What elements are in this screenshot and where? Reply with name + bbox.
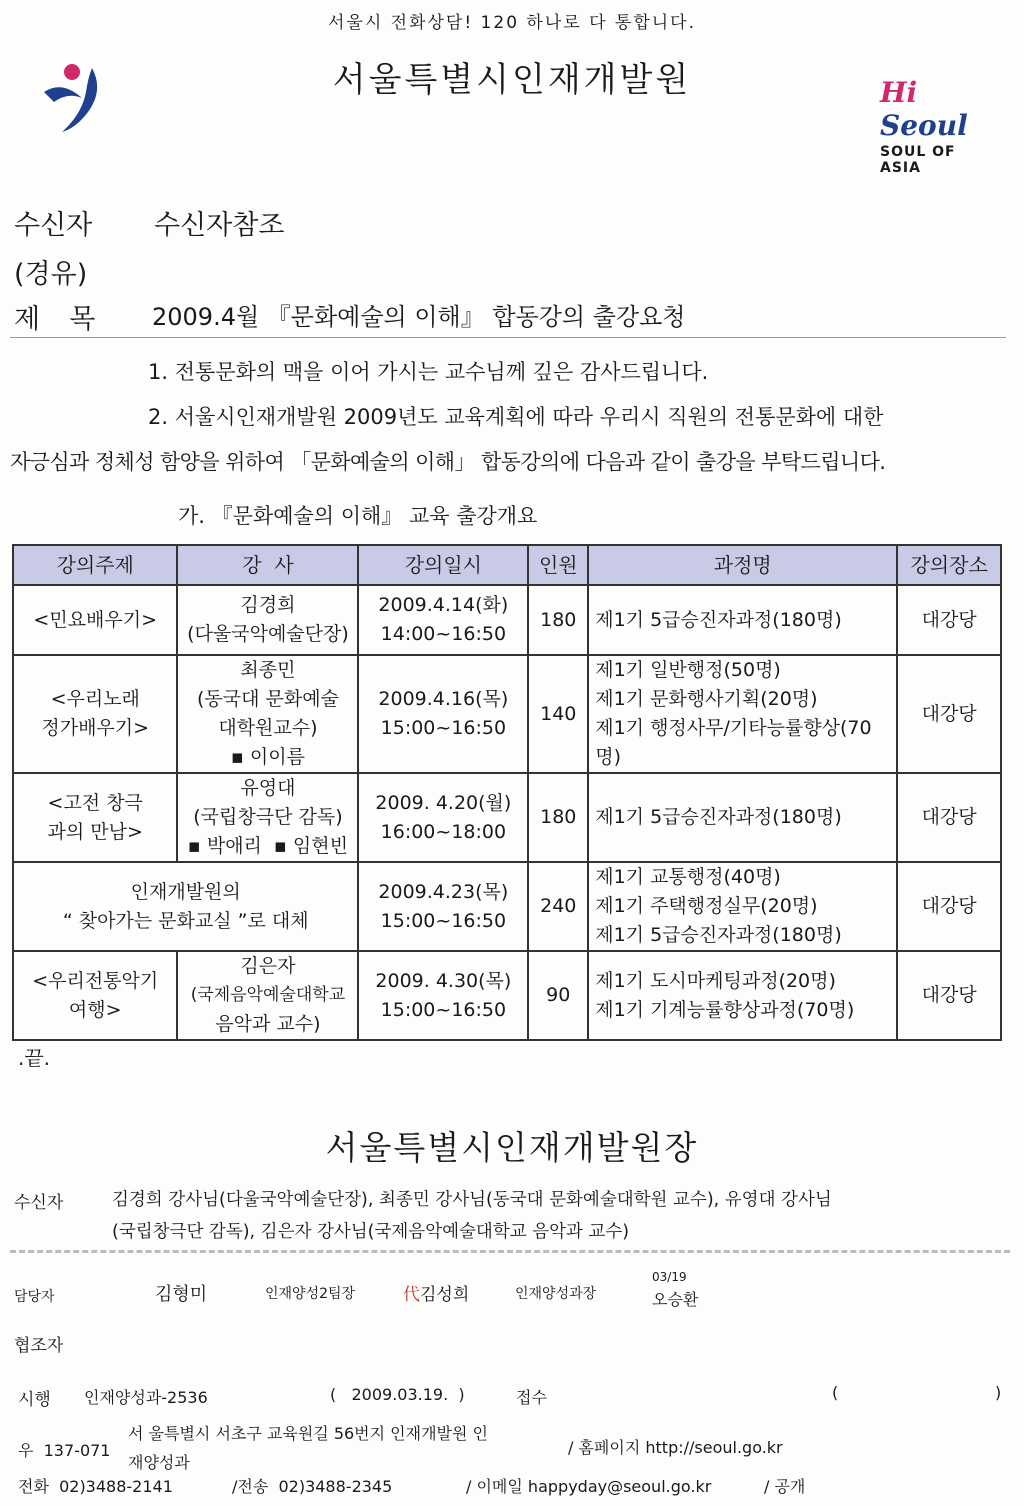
course-line: 제1기 도시마케팅과정(20명) <box>595 969 836 992</box>
subject-label: 제 목 <box>14 304 100 335</box>
table-row <box>13 862 1001 951</box>
lecturer-line: (동국대 문화예술 <box>196 688 339 710</box>
staff-name: 김형미 <box>155 1284 208 1305</box>
course-line: 제1기 일반행정(50명) <box>595 659 781 681</box>
staff-label: 담당자 <box>14 1289 55 1305</box>
dept-head-label: 인재양성과장 <box>515 1286 597 1302</box>
lecturer-cell <box>177 951 358 1040</box>
org-name: 서울특별시인재개발원 <box>332 60 692 100</box>
count-cell: 180 <box>528 585 588 655</box>
course-cell <box>588 773 897 862</box>
hi-text: Hi <box>880 76 918 109</box>
footer-dashed-divider <box>10 1250 1010 1253</box>
receipt-open: ( <box>832 1383 839 1402</box>
date-line: 2009. 4.20(월) <box>375 791 512 814</box>
course-cell <box>588 951 897 1040</box>
topic-line: 여행> <box>68 998 122 1021</box>
lecturer-line: (다울국악예술단장) <box>187 623 349 645</box>
hi-seoul-logo <box>880 76 1000 176</box>
place-cell: 대강당 <box>897 585 1001 655</box>
header-datetime: 강의일시 <box>358 545 528 585</box>
deputy-mark: 代 <box>403 1285 420 1305</box>
date-line: 2009.4.16(목) <box>378 688 509 710</box>
table-row <box>13 951 1001 1040</box>
table-row <box>13 773 1001 862</box>
lecturer-cell <box>177 655 358 773</box>
lecturer-cell <box>177 585 358 655</box>
course-line: 제1기 5급승진자과정(180명) <box>595 806 842 828</box>
paragraph-2-line-1: 2. 서울시인재개발원 2009년도 교육계획에 따라 우리시 직원의 전통문화에 대한 <box>148 405 884 429</box>
time-line: 16:00~18:00 <box>380 820 507 843</box>
postal-code: 우 137-071 <box>18 1441 111 1460</box>
count-cell: 240 <box>528 862 588 951</box>
enforce-date: ( 2009.03.19. ) <box>330 1385 465 1404</box>
dept-head-name: 오승환 <box>652 1290 699 1309</box>
receipt-close: ) <box>995 1383 1002 1402</box>
recipient-label: 수신자 <box>14 210 93 241</box>
course-line: 제1기 문화행사기획(20명) <box>595 688 818 710</box>
paragraph-1: 1. 전통문화의 맥을 이어 가시는 교수님께 깊은 감사드립니다. <box>148 360 709 384</box>
lecturer-line: 김경희 <box>240 594 296 616</box>
section-ga-heading: 가. 『문화예술의 이해』 교육 출강개요 <box>178 504 538 528</box>
time-line: 15:00~16:50 <box>380 717 507 739</box>
topic-cell <box>13 585 177 655</box>
topic-cell <box>13 655 177 773</box>
header-divider <box>10 337 1006 338</box>
course-line: 제1기 행정사무/기타능률향상(70명) <box>595 717 872 768</box>
via-label: (경유) <box>14 259 88 290</box>
time-line: 15:00~16:50 <box>380 909 507 932</box>
course-line: 제1기 교통행정(40명) <box>595 866 781 888</box>
place-cell: 대강당 <box>897 862 1001 951</box>
count-cell: 140 <box>528 655 588 773</box>
place-cell: 대강당 <box>897 951 1001 1040</box>
count-cell: 180 <box>528 773 588 862</box>
team-lead <box>403 1280 469 1305</box>
slogan: 서울시 전화상담! 120 하나로 다 통합니다. <box>327 13 696 33</box>
approval-date: 03/19 <box>652 1270 687 1284</box>
cooperator-label: 협조자 <box>14 1336 64 1356</box>
lecturer-cell <box>177 773 358 862</box>
datetime-cell <box>358 773 528 862</box>
team-lead-label: 인재양성2팀장 <box>265 1286 356 1302</box>
lecturer-line: ▪ 박애리 ▪ 임현빈 <box>187 835 348 857</box>
topic-cell <box>13 951 177 1040</box>
enforce-number: 인재양성과-2536 <box>84 1388 208 1407</box>
header-course: 과정명 <box>588 545 897 585</box>
topic-line: 과의 만남> <box>47 820 143 843</box>
lecturer-line: 김은자 <box>240 955 296 977</box>
end-mark: .끝. <box>18 1046 51 1070</box>
fax: /전송 02)3488-2345 <box>232 1477 393 1496</box>
course-line: 제1기 5급승진자과정(180명) <box>595 924 842 946</box>
enforce-label: 시행 <box>18 1390 51 1410</box>
team-lead-name: 김성희 <box>420 1285 470 1305</box>
sender-title: 서울특별시인재개발원장 <box>325 1128 699 1167</box>
course-cell <box>588 655 897 773</box>
course-line: 제1기 5급승진자과정(180명) <box>595 608 842 631</box>
datetime-cell <box>358 585 528 655</box>
recipients-line-1: 김경희 강사님(다울국악예술단장), 최종민 강사님(동국대 문화예술대학원 교수), 유영대 강사님 <box>112 1190 832 1210</box>
address-line-2: 재양성과 <box>128 1453 190 1472</box>
soul-of-asia-tagline: SOUL OF ASIA <box>880 144 956 176</box>
lecturer-line: 최종민 <box>240 659 296 681</box>
recipient-value: 수신자참조 <box>154 210 285 241</box>
course-cell <box>588 585 897 655</box>
recipients-label: 수신자 <box>14 1193 64 1213</box>
place-cell: 대강당 <box>897 773 1001 862</box>
lecturer-line: (국립창극단 감독) <box>193 806 343 828</box>
topic-line: <민요배우기> <box>33 608 158 631</box>
lecture-schedule-table <box>12 544 1002 1041</box>
datetime-cell <box>358 951 528 1040</box>
datetime-cell <box>358 655 528 773</box>
topic-line: <우리노래 <box>50 688 140 710</box>
topic-line: <고전 창극 <box>47 791 143 814</box>
hi-seoul-wordmark <box>880 76 1000 142</box>
phone: 전화 02)3488-2141 <box>18 1477 173 1496</box>
lecturer-line: 유영대 <box>240 777 296 799</box>
lecturer-line: (국제음악예술대학교 <box>190 985 346 1005</box>
date-line: 2009. 4.30(목) <box>375 969 512 992</box>
count-cell: 90 <box>528 951 588 1040</box>
place-cell: 대강당 <box>897 655 1001 773</box>
seoul-text: Seoul <box>880 109 968 142</box>
paragraph-2-line-2: 자긍심과 정체성 함양을 위하여 「문화예술의 이해」 합동강의에 다음과 같이 출강을 부탁드립니다. <box>10 450 886 474</box>
topic-line: <우리전통악기 <box>32 969 159 992</box>
header-lecturer: 강 사 <box>177 545 358 585</box>
date-line: 2009.4.14(화) <box>378 594 509 616</box>
lecturer-line: 음악과 교수) <box>215 1013 321 1035</box>
date-line: 2009.4.23(목) <box>378 880 509 903</box>
receipt-label: 접수 <box>516 1388 547 1407</box>
subject-value: 2009.4월 『문화예술의 이해』 합동강의 출강요청 <box>152 303 686 331</box>
table-header-row <box>13 545 1001 585</box>
datetime-cell <box>358 862 528 951</box>
merged-topic-cell <box>13 862 358 951</box>
course-line: 제1기 기계능률향상과정(70명) <box>595 998 855 1021</box>
time-line: 14:00~16:50 <box>380 623 507 645</box>
public-label: / 공개 <box>764 1477 806 1496</box>
table-row <box>13 655 1001 773</box>
header-place: 강의장소 <box>897 545 1001 585</box>
course-cell <box>588 862 897 951</box>
topic-line: 정가배우기> <box>41 717 150 739</box>
recipients-line-2: (국립창극단 감독), 김은자 강사님(국제음악예술대학교 음악과 교수) <box>112 1222 630 1242</box>
table-row <box>13 585 1001 655</box>
header-topic: 강의주제 <box>13 545 177 585</box>
merged-line: “ 찾아가는 문화교실 ”로 대체 <box>62 909 309 932</box>
lecturer-line: ▪ 이이름 <box>230 746 305 768</box>
header-count: 인원 <box>528 545 588 585</box>
topic-cell <box>13 773 177 862</box>
email-link[interactable]: / 이메일 happyday@seoul.go.kr <box>466 1477 712 1496</box>
address-line-1: 서 울특별시 서초구 교육원길 56번지 인재개발원 인 <box>128 1424 488 1443</box>
homepage-link[interactable]: / 홈페이지 http://seoul.go.kr <box>568 1438 783 1457</box>
lecturer-line: 대학원교수) <box>218 717 318 739</box>
course-line: 제1기 주택행정실무(20명) <box>595 895 818 917</box>
time-line: 15:00~16:50 <box>380 998 507 1021</box>
merged-line: 인재개발원의 <box>130 880 241 903</box>
